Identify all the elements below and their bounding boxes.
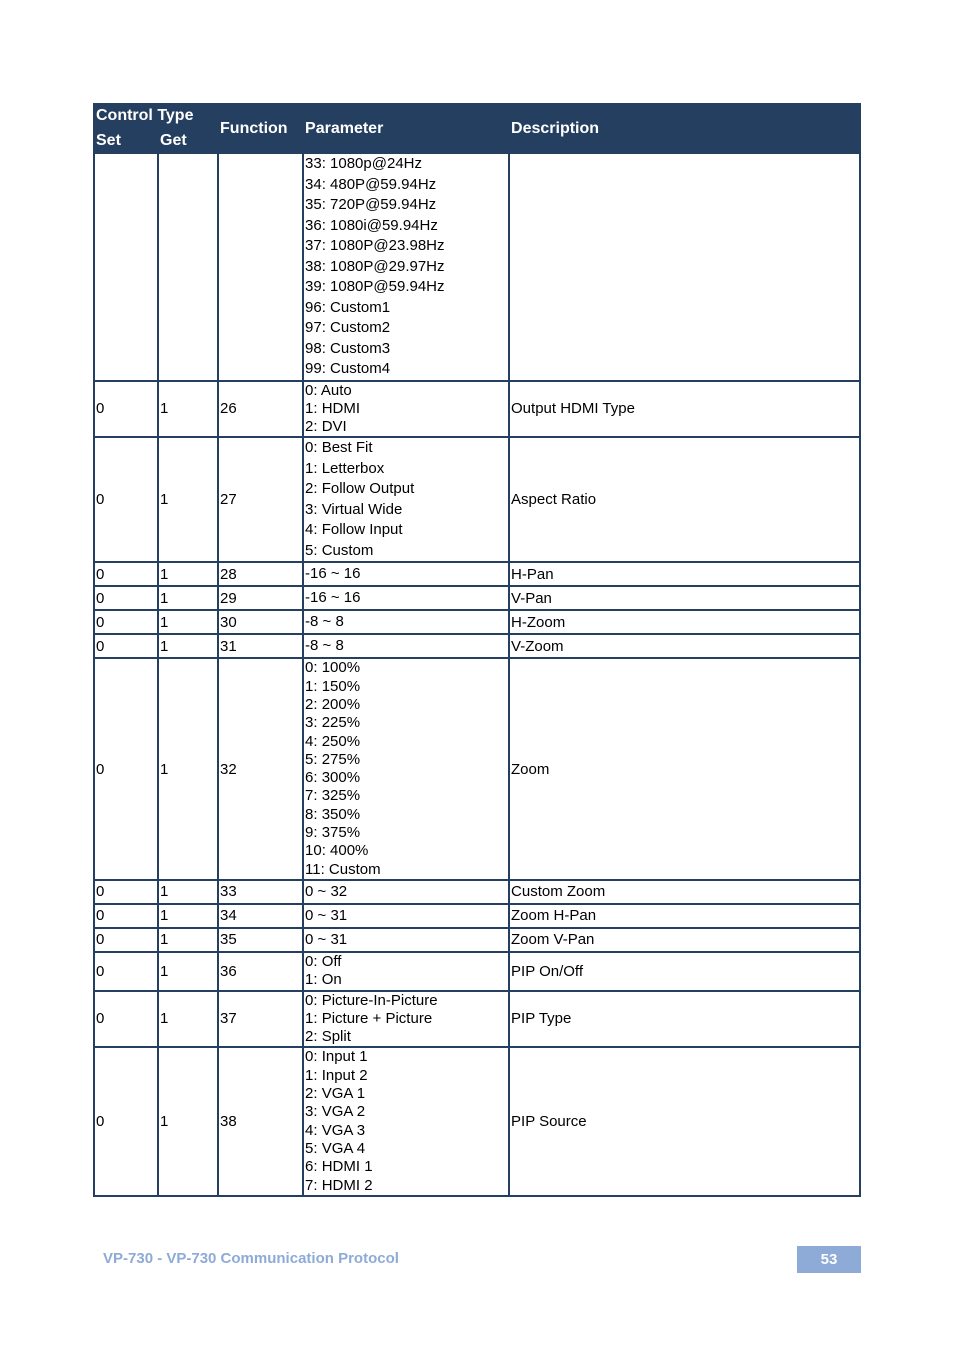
header-description: Description (509, 104, 860, 153)
parameter-line: 98: Custom3 (305, 339, 391, 357)
parameter-line: -16 ~ 16 (305, 589, 361, 607)
table-row (94, 928, 860, 952)
table-row (94, 562, 860, 586)
parameter-cell (303, 153, 509, 381)
get-cell: 1 (158, 586, 218, 610)
parameter-cell (303, 437, 509, 562)
get-cell: 1 (158, 437, 218, 562)
parameter-line: 2: DVI (305, 418, 347, 436)
table-row (94, 153, 860, 381)
table-row (94, 586, 860, 610)
parameter-line: 3: Virtual Wide (305, 500, 403, 518)
description-cell: H-Zoom (509, 610, 860, 634)
get-cell: 1 (158, 634, 218, 658)
function-cell: 35 (218, 928, 303, 952)
parameter-line: 1: Letterbox (305, 459, 385, 477)
get-cell: 1 (158, 610, 218, 634)
function-cell: 27 (218, 437, 303, 562)
parameter-cell (303, 952, 509, 991)
function-cell (218, 153, 303, 381)
description-cell: V-Zoom (509, 634, 860, 658)
parameter-line: -8 ~ 8 (305, 637, 344, 655)
parameter-line: 7: HDMI 2 (305, 1176, 373, 1194)
parameter-line: 3: VGA 2 (305, 1103, 366, 1121)
parameter-line: 1: 150% (305, 677, 361, 695)
parameter-cell (303, 991, 509, 1048)
page-number: 53 (797, 1246, 861, 1273)
parameter-line: 0: Input 1 (305, 1048, 368, 1066)
set-cell: 0 (94, 658, 158, 880)
parameter-line: 36: 1080i@59.94Hz (305, 216, 438, 234)
parameter-line: 10: 400% (305, 842, 369, 860)
description-cell: PIP Type (509, 991, 860, 1048)
parameter-cell (303, 904, 509, 928)
table-row (94, 634, 860, 658)
set-cell: 0 (94, 952, 158, 991)
get-cell: 1 (158, 904, 218, 928)
set-cell: 0 (94, 437, 158, 562)
parameter-line: 96: Custom1 (305, 298, 391, 316)
footer-document-title: VP-730 - VP-730 Communication Protocol (103, 1250, 399, 1267)
set-cell: 0 (94, 381, 158, 438)
parameter-line: 0 ~ 31 (305, 930, 348, 948)
function-cell: 26 (218, 381, 303, 438)
table-row (94, 437, 860, 562)
parameter-line: 99: Custom4 (305, 360, 391, 377)
function-cell: 36 (218, 952, 303, 991)
parameter-line: 97: Custom2 (305, 319, 391, 336)
function-cell: 30 (218, 610, 303, 634)
table-row (94, 381, 860, 438)
parameter-line: 6: HDMI 1 (305, 1158, 373, 1176)
function-cell: 32 (218, 658, 303, 880)
parameter-line: 11: Custom (305, 860, 381, 878)
parameter-line: 8: 350% (305, 805, 361, 823)
set-cell: 0 (94, 610, 158, 634)
parameter-line: 4: 250% (305, 732, 361, 750)
function-cell: 34 (218, 904, 303, 928)
protocol-table (93, 103, 861, 1197)
header-set: Set (94, 128, 158, 153)
parameter-line: 37: 1080P@23.98Hz (305, 237, 445, 254)
get-cell: 1 (158, 1047, 218, 1195)
parameter-line: 5: 275% (305, 750, 361, 768)
header-function: Function (218, 104, 303, 153)
get-cell: 1 (158, 928, 218, 952)
parameter-line: 4: Follow Input (305, 521, 403, 539)
header-control-type: Control Type (94, 104, 218, 128)
parameter-line: 1: On (305, 971, 342, 989)
table-row (94, 880, 860, 904)
function-cell: 37 (218, 991, 303, 1048)
set-cell: 0 (94, 991, 158, 1048)
set-cell: 0 (94, 904, 158, 928)
parameter-line: 2: Follow Output (305, 480, 415, 498)
parameter-cell (303, 880, 509, 904)
parameter-line: 5: VGA 4 (305, 1139, 366, 1157)
header-get: Get (158, 128, 218, 153)
description-cell: H-Pan (509, 562, 860, 586)
function-cell: 29 (218, 586, 303, 610)
parameter-line: 1: Input 2 (305, 1066, 368, 1084)
parameter-line: 4: VGA 3 (305, 1121, 366, 1139)
function-cell: 28 (218, 562, 303, 586)
description-cell: Output HDMI Type (509, 381, 860, 438)
get-cell: 1 (158, 562, 218, 586)
table-row (94, 952, 860, 991)
table-row (94, 610, 860, 634)
table-row (94, 904, 860, 928)
parameter-line: 2: 200% (305, 695, 361, 713)
set-cell: 0 (94, 562, 158, 586)
parameter-line: 0: Picture-In-Picture (305, 991, 438, 1009)
parameter-line: 1: HDMI (305, 399, 361, 417)
parameter-cell (303, 381, 509, 438)
get-cell (158, 153, 218, 381)
parameter-line: -16 ~ 16 (305, 565, 361, 583)
parameter-line: 2: Split (305, 1028, 351, 1046)
parameter-line: 7: 325% (305, 787, 361, 805)
parameter-cell (303, 586, 509, 610)
parameter-cell (303, 928, 509, 952)
description-cell: Aspect Ratio (509, 437, 860, 562)
description-cell: PIP On/Off (509, 952, 860, 991)
parameter-line: 0: Auto (305, 381, 352, 399)
parameter-line: 0 ~ 31 (305, 906, 348, 924)
description-cell: Zoom V-Pan (509, 928, 860, 952)
parameter-line: 5: Custom (305, 541, 374, 559)
description-cell: Zoom (509, 658, 860, 880)
get-cell: 1 (158, 381, 218, 438)
parameter-cell (303, 634, 509, 658)
parameter-line: 0 ~ 32 (305, 882, 348, 900)
set-cell: 0 (94, 1047, 158, 1195)
function-cell: 38 (218, 1047, 303, 1195)
get-cell: 1 (158, 991, 218, 1048)
get-cell: 1 (158, 658, 218, 880)
function-cell: 33 (218, 880, 303, 904)
parameter-line: 0: Off (305, 952, 342, 970)
description-cell: PIP Source (509, 1047, 860, 1195)
parameter-line: 35: 720P@59.94Hz (305, 196, 437, 213)
parameter-cell (303, 658, 509, 880)
parameter-line: 6: 300% (305, 769, 361, 787)
set-cell: 0 (94, 880, 158, 904)
parameter-line: 34: 480P@59.94Hz (305, 175, 437, 193)
parameter-cell (303, 1047, 509, 1195)
parameter-line: 9: 375% (305, 824, 361, 842)
description-cell: Custom Zoom (509, 880, 860, 904)
parameter-line: 33: 1080p@24Hz (305, 155, 422, 172)
set-cell: 0 (94, 586, 158, 610)
parameter-line: 38: 1080P@29.97Hz (305, 257, 445, 275)
get-cell: 1 (158, 952, 218, 991)
parameter-cell (303, 610, 509, 634)
parameter-line: 1: Picture + Picture (305, 1009, 433, 1027)
parameter-cell (303, 562, 509, 586)
table-row (94, 658, 860, 880)
set-cell: 0 (94, 928, 158, 952)
set-cell (94, 153, 158, 381)
table-row (94, 1047, 860, 1195)
parameter-line: 39: 1080P@59.94Hz (305, 278, 445, 295)
table-body (94, 153, 860, 1196)
parameter-line: 0: 100% (305, 659, 361, 677)
parameter-line: 2: VGA 1 (305, 1085, 366, 1103)
parameter-line: -8 ~ 8 (305, 613, 344, 631)
description-cell: Zoom H-Pan (509, 904, 860, 928)
parameter-line: 0: Best Fit (305, 439, 373, 457)
parameter-line: 3: 225% (305, 714, 361, 732)
description-cell (509, 153, 860, 381)
header-parameter: Parameter (303, 104, 509, 153)
description-cell: V-Pan (509, 586, 860, 610)
get-cell: 1 (158, 880, 218, 904)
table-row (94, 991, 860, 1048)
function-cell: 31 (218, 634, 303, 658)
set-cell: 0 (94, 634, 158, 658)
